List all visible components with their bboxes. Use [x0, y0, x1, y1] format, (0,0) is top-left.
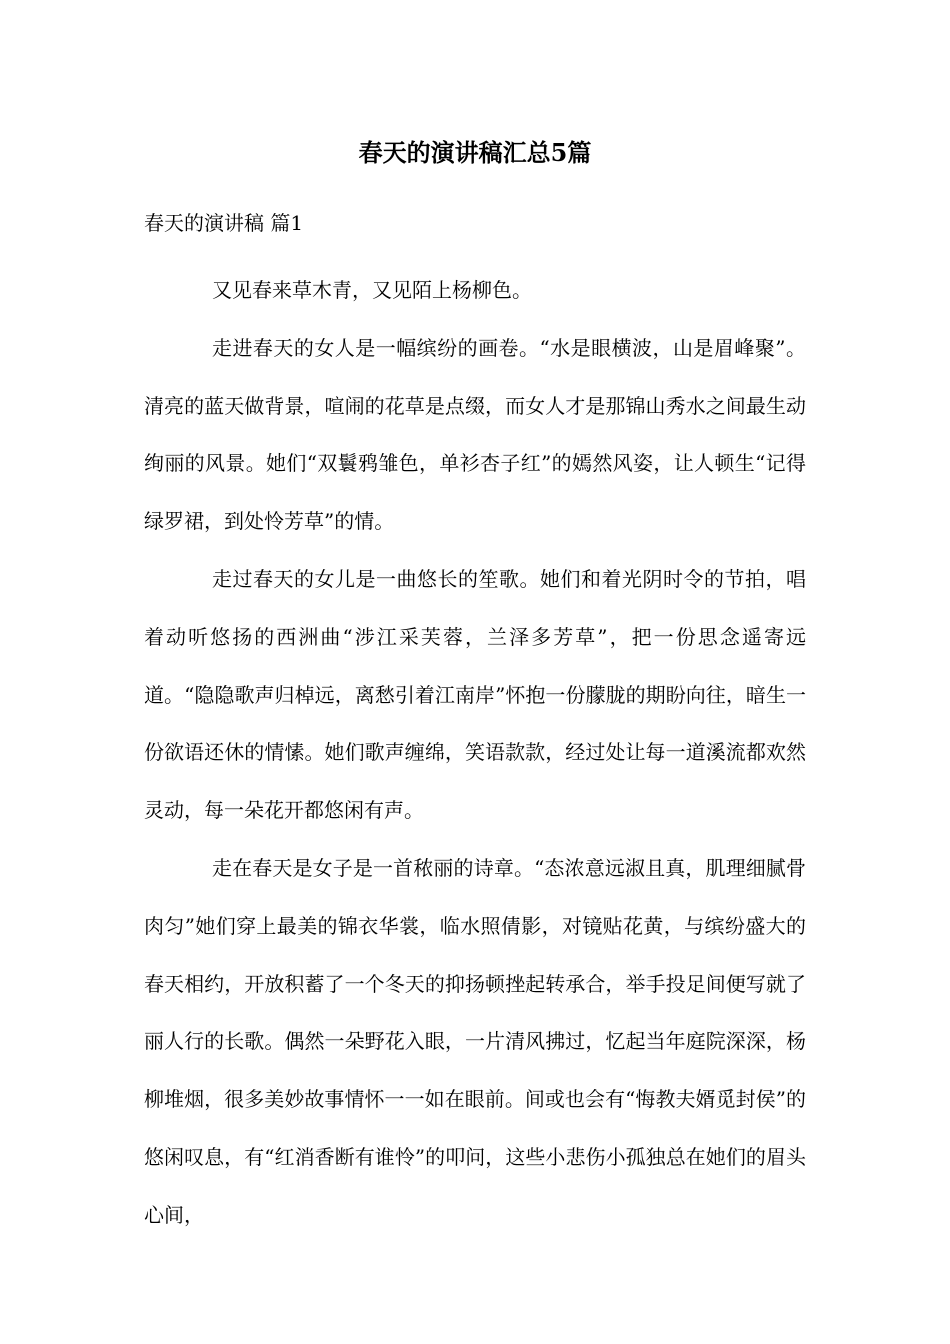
document-body: [144, 262, 806, 1245]
document-title: 春天的演讲稿汇总5篇: [358, 138, 592, 167]
section-heading: 春天的演讲稿 篇1: [144, 211, 304, 235]
paragraph: 又见春来草木青，又见陌上杨柳色。: [212, 278, 532, 302]
paragraph: 走过春天的女儿是一曲悠长的笙歌。她们和着光阴时令的节拍，唱着动听悠扬的西洲曲“涉江采芙蓉，兰泽多芳草”，把一份思念遥寄远道。“隐隐歌声归棹远，离愁引着江南岸”怀抱一份朦胧的期盼向往，暗生一份欲语还休的情愫。她们歌声缠绵，笑语款款，经过处让每一道溪流都欢然灵动，每一朵花开都悠闲有声。: [144, 566, 806, 823]
paragraph: 走进春天的女人是一幅缤纷的画卷。“水是眼横波，山是眉峰聚”。清亮的蓝天做背景，喧闹的花草是点缀，而女人才是那锦山秀水之间最生动绚丽的风景。她们“双鬟鸦雏色，单衫杏子红”的嫣然风姿，让人顿生“记得绿罗裙，到处怜芳草”的情。: [144, 335, 806, 534]
paragraph: 走在春天是女子是一首秾丽的诗章。“态浓意远淑且真，肌理细腻骨肉匀”她们穿上最美的锦衣华裳，临水照倩影，对镜贴花黄，与缤纷盛大的春天相约，开放积蓄了一个冬天的抑扬顿挫起转承合，举手投足间便写就了丽人行的长歌。偶然一朵野花入眼，一片清风拂过，忆起当年庭院深深，杨柳堆烟，很多美妙故事情怀一一如在眼前。间或也会有“悔教夫婿觅封侯”的悠闲叹息，有“红消香断有谁怜”的叩问，这些小悲伤小孤独总在她们的眉头心间，: [144, 855, 806, 1227]
